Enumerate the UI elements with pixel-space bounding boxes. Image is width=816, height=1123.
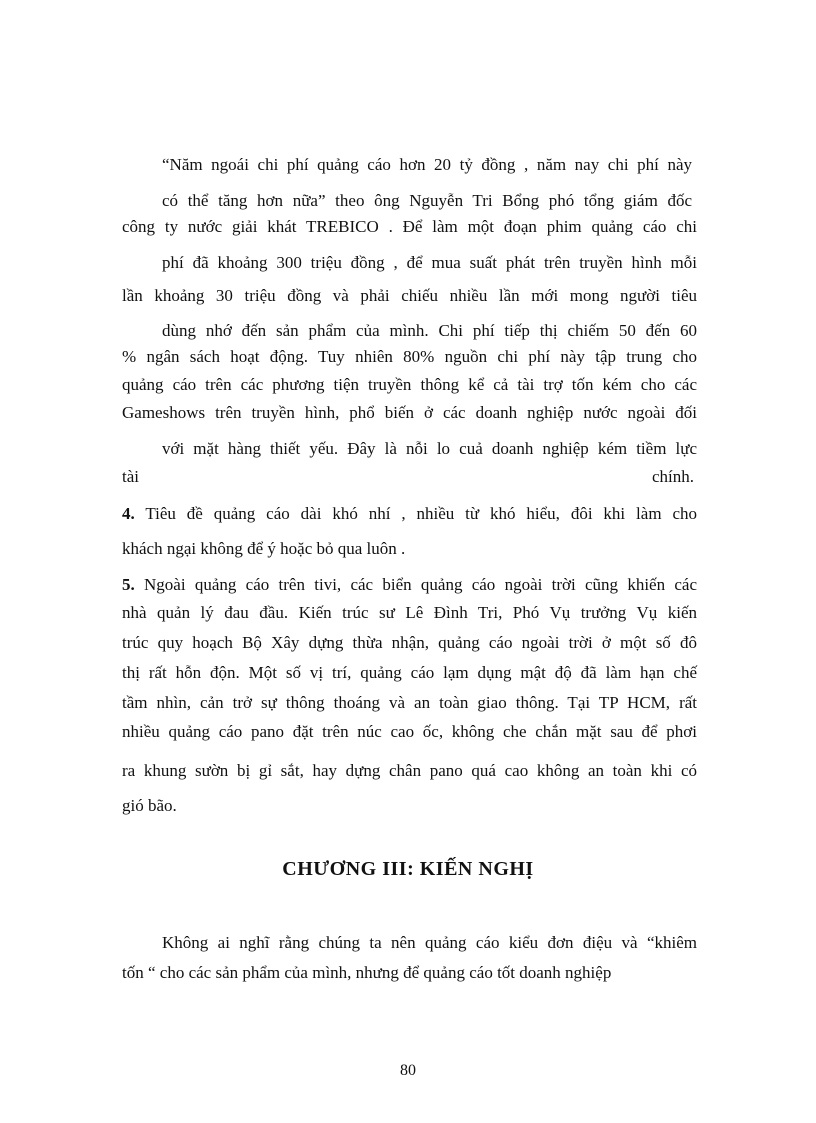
paragraph-line: lần khoảng 30 triệu đồng và phải chiếu nhiều lần mới mong người tiêu bbox=[122, 286, 697, 305]
paragraph-line: “Năm ngoái chi phí quảng cáo hơn 20 tỷ đồng , năm nay chi phí này bbox=[162, 155, 692, 174]
paragraph-line: tài bbox=[122, 467, 139, 486]
list-number: 5. bbox=[122, 575, 135, 594]
list-item-text: Ngoài quảng cáo trên tivi, các biển quảng cáo ngoài trời cũng khiến các bbox=[144, 575, 698, 594]
paragraph-line: công ty nước giải khát TREBICO . Để làm một đoạn phim quảng cáo chi bbox=[122, 217, 697, 236]
list-item-5-line: trúc quy hoạch Bộ Xây dựng thừa nhận, quảng cáo ngoài trời ở một số đô bbox=[122, 633, 697, 652]
paragraph-line: Gameshows trên truyền hình, phổ biến ở các doanh nghiệp nước ngoài đối bbox=[122, 403, 697, 422]
paragraph-line: % ngân sách hoạt động. Tuy nhiên 80% nguồn chi phí này tập trung cho bbox=[122, 347, 697, 366]
chapter-heading: CHƯƠNG III: KIẾN NGHỊ bbox=[282, 858, 534, 880]
list-item-4-line bbox=[122, 503, 697, 525]
paragraph-line: tốn “ cho các sản phẩm của mình, nhưng để quảng cáo tốt doanh nghiệp bbox=[122, 963, 612, 982]
paragraph-line: Không ai nghĩ rằng chúng ta nên quảng cáo kiểu đơn điệu và “khiêm bbox=[162, 933, 697, 952]
page-number: 80 bbox=[400, 1062, 416, 1079]
list-item-5-line: ra khung sườn bị gỉ sắt, hay dựng chân pano quá cao không an toàn khi có bbox=[122, 761, 697, 780]
paragraph-line: chính. bbox=[652, 467, 695, 486]
list-item-5-line: gió bão. bbox=[122, 796, 177, 815]
paragraph-line: với mặt hàng thiết yếu. Đây là nỗi lo cuả doanh nghiệp kém tiềm lực bbox=[162, 439, 697, 458]
list-item-5-line bbox=[122, 574, 697, 596]
paragraph-line: dùng nhớ đến sản phẩm của mình. Chi phí tiếp thị chiếm 50 đến 60 bbox=[162, 321, 697, 340]
list-item-text: Tiêu đề quảng cáo dài khó nhí , nhiều từ khó hiểu, đôi khi làm cho bbox=[145, 504, 697, 523]
paragraph-line: quảng cáo trên các phương tiện truyền thông kể cả tài trợ tốn kém cho các bbox=[122, 375, 697, 394]
list-item-5-line: thị rất hỗn độn. Một số vị trí, quảng cáo lạm dụng mật độ đã làm hạn chế bbox=[122, 663, 697, 682]
list-number: 4. bbox=[122, 504, 135, 523]
list-item-4-line: khách ngại không để ý hoặc bỏ qua luôn . bbox=[122, 539, 406, 558]
list-item-5-line: nhà quản lý đau đầu. Kiến trúc sư Lê Đình Tri, Phó Vụ trưởng Vụ kiến bbox=[122, 603, 697, 622]
paragraph-line: có thể tăng hơn nữa” theo ông Nguyễn Tri Bổng phó tổng giám đốc bbox=[162, 191, 692, 210]
list-item-5-line: tầm nhìn, cản trở sự thông thoáng và an toàn giao thông. Tại TP HCM, rất bbox=[122, 693, 697, 712]
paragraph-line: phí đã khoảng 300 triệu đồng , để mua suất phát trên truyền hình mỗi bbox=[162, 253, 697, 272]
list-item-5-line: nhiều quảng cáo pano đặt trên núc cao ốc, không che chắn mặt sau để phơi bbox=[122, 722, 697, 741]
